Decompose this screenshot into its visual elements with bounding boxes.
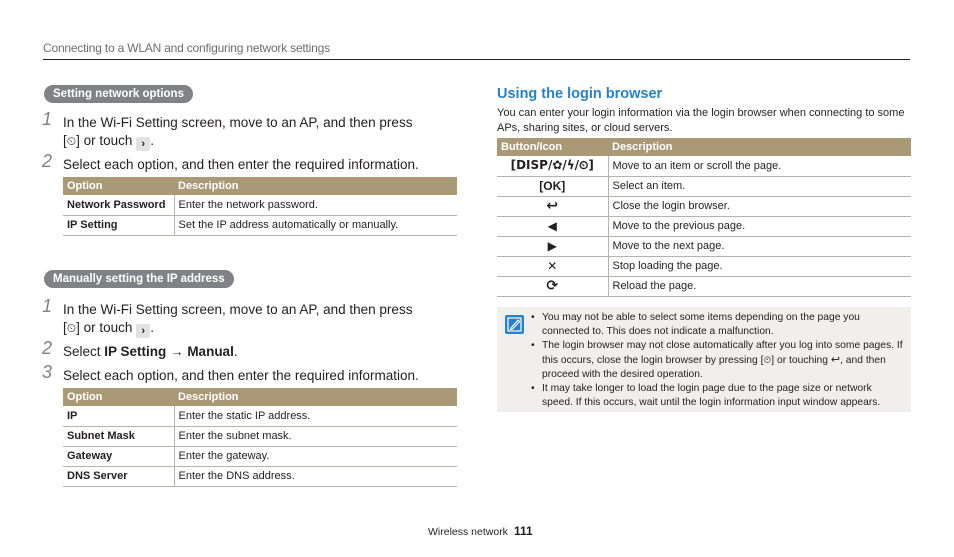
option-description: Enter the gateway. [174,446,457,466]
page-number: 111 [513,524,533,538]
timer-button-icon: ⏲ [66,321,77,335]
table-row [63,195,457,215]
section-pill-network-options: Setting network options [44,85,193,103]
step-period: . [233,344,238,359]
step-text: In the Wi-Fi Setting screen, move to an AP, and then press [63,302,413,317]
menu-ip-setting: IP Setting [104,344,167,359]
table-row [497,256,911,276]
table-row [497,196,911,216]
button-description: Stop loading the page. [608,256,911,276]
table-row [497,216,911,236]
step-3 [42,362,462,385]
table-row [497,276,911,296]
note-item: • You may not be able to select some items depending on the page you connected to. This does not indicate a malfunction. [531,311,905,339]
option-name: Network Password [63,195,174,215]
step-number: 1 [42,296,53,316]
table-row [63,215,457,235]
option-description: Enter the network password. [174,195,457,215]
option-name: Gateway [63,446,174,466]
option-description: Enter the static IP address. [174,406,457,426]
return-icon: ↩ [830,353,841,366]
table-header: Button/Icon [497,138,608,156]
section-pill-manual-ip: Manually setting the IP address [44,270,234,288]
table-header: Description [174,177,457,195]
table-row [63,466,457,486]
table-row [497,156,911,176]
timer-button-icon: ⏲ [763,355,772,366]
button-description: Close the login browser. [608,196,911,216]
login-browser-intro: You can enter your login information via the login browser when connecting to some APs, sharing sites, or cloud servers. [497,107,905,134]
option-description: Enter the DNS address. [174,466,457,486]
left-triangle-icon: ◀ [497,216,608,236]
option-name: DNS Server [63,466,174,486]
note-pencil-icon [505,315,524,334]
option-description: Enter the subnet mask. [174,426,457,446]
step-period: . [150,320,154,335]
step-text: Select each option, and then enter the required information. [63,368,419,383]
stop-x-icon: ✕ [497,256,608,276]
ok-button-icon: [OK] [497,176,608,196]
step-text: Select each option, and then enter the required information. [63,157,419,172]
step-text-touch: ] or touch [76,133,133,148]
step-period: . [150,133,154,148]
step-1 [42,109,462,151]
table-row [497,236,911,256]
chevron-right-icon: › [136,324,150,338]
header-rule [43,59,910,60]
menu-manual: Manual [187,344,234,359]
note-item: • The login browser may not close automatically after you log into some pages. If this occurs, close the login browser by pressing [⏲] or touching ↩, and then proceed with the desired operation. [531,339,905,382]
right-triangle-icon: ▶ [497,236,608,256]
option-name: IP Setting [63,215,174,235]
table-header: Description [608,138,911,156]
note-box [497,307,911,412]
bracket-open: [ [63,320,67,335]
page-footer [428,524,533,538]
reload-icon: ⟳ [497,276,608,296]
bracket-open: [ [63,133,67,148]
ip-options-table [63,388,457,487]
step-number: 2 [42,151,53,171]
step-number: 2 [42,338,53,358]
page-header: Connecting to a WLAN and configuring network settings [43,41,330,55]
button-description: Move to the next page. [608,236,911,256]
footer-section: Wireless network [428,526,508,538]
step-1 [42,296,462,338]
table-row [63,406,457,426]
button-description: Reload the page. [608,276,911,296]
option-name: IP [63,406,174,426]
chevron-right-icon: › [136,137,150,151]
step-number: 1 [42,109,53,129]
step-text: Select [63,344,105,359]
note-item: • It may take longer to load the login page due to the page size or network speed. If this occurs, wait until the login information input window appears. [531,382,905,410]
return-icon: ↩ [497,196,608,216]
login-browser-table [497,138,911,297]
step-text-touch: ] or touch [76,320,133,335]
table-row [63,426,457,446]
disp-macro-flash-timer-buttons-icon: [DISP/✿/ϟ/⏲] [497,156,608,176]
step-text: In the Wi-Fi Setting screen, move to an AP, and then press [63,115,413,130]
step-2 [42,151,462,174]
table-header: Option [63,388,174,406]
button-description: Select an item. [608,176,911,196]
login-browser-title: Using the login browser [497,86,663,102]
table-header: Option [63,177,174,195]
network-options-table [63,177,457,236]
step-2 [42,338,462,361]
button-description: Move to an item or scroll the page. [608,156,911,176]
step-number: 3 [42,362,53,382]
button-description: Move to the previous page. [608,216,911,236]
table-row [497,176,911,196]
arrow: → [166,344,188,359]
option-name: Subnet Mask [63,426,174,446]
table-row [63,446,457,466]
option-description: Set the IP address automatically or manually. [174,215,457,235]
timer-button-icon: ⏲ [66,134,77,148]
table-header: Description [174,388,457,406]
